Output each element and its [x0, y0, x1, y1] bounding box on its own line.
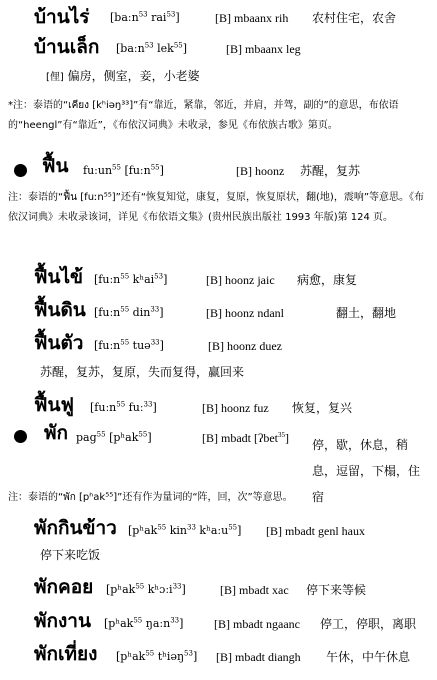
chinese-gloss: 停下来等候: [306, 583, 367, 597]
note-paragraph: *注：泰语的“เคียง [kʰiəŋ³³]”有“靠近，紧靠，邻近，并肩，并驾，副的”的意思，布依语的“heengl”有“靠近”，《布依汉词典》未收录，参见《布依族古歌》第页。: [8, 100, 399, 131]
thai-word: บ้านเล็ก: [34, 36, 100, 58]
thai-subentry: พักงาน: [34, 610, 91, 632]
thai-subentry: พักกินข้าว: [34, 517, 117, 539]
note-paragraph: 注：泰语的“พัก [pʰak⁵⁵]”还有作为量词的“阵，回，次”等意思。: [8, 492, 293, 503]
thai-subentry: ฟื้นฟู: [34, 394, 74, 416]
bouyei-form: [B] hoonz fuz: [202, 401, 269, 415]
note-paragraph: 注：泰语的“ฟื้น [fuːn⁵⁵]”还有“恢复知觉，康复，复原，恢复原状，翻(地)，震响”等意思。《布依汉词典》未收录该词，详见《布依语文集》(贵州民族出版社 1993 年版)第 124 页。: [8, 192, 425, 223]
ipa-transcription: [fuːn$^{55}$ fuː$^{33}$]: [90, 400, 157, 414]
ipa-transcription: [pʰak$^{55}$ kin$^{33}$ kʰaːu$^{55}$]: [128, 523, 242, 537]
chinese-gloss: 农村住宅，农舍: [312, 11, 397, 25]
thai-subentry: ฟื้นดิน: [34, 299, 86, 321]
entry-thai-ban-rai: [34, 8, 89, 27]
ipa-transcription: [fuːn$^{55}$ kʰai$^{53}$]: [94, 272, 168, 286]
slang-tag: [俚]: [46, 72, 64, 83]
thai-headword: พัก: [44, 422, 69, 444]
thai-subentry: พักเที่ยง: [34, 643, 98, 665]
entry-bullet: [14, 164, 27, 177]
ipa-transcription: [baːn$^{53}$ lek$^{55}$]: [116, 41, 188, 55]
chinese-gloss: 停下来吃饭: [40, 548, 101, 562]
ipa-transcription: [pʰak$^{55}$ ŋaːn$^{33}$]: [104, 616, 184, 630]
chinese-gloss: 苏醒，复苏，复原，失而复得，赢回来: [40, 365, 245, 379]
thai-subentry: ฟื้นตัว: [34, 332, 84, 354]
ipa-transcription: [pʰak$^{55}$ kʰɔːi$^{33}$]: [106, 582, 186, 596]
entry-bullet: [14, 430, 27, 443]
ipa-transcription: [fuːn$^{55}$ din$^{33}$]: [94, 305, 164, 319]
chinese-gloss: 恢复，复兴: [292, 401, 353, 415]
entry-thai-ban-lek: [34, 38, 99, 57]
chinese-gloss: 停工，停职，离职: [320, 617, 417, 631]
ipa-transcription: [pʰak$^{55}$ tʰiəŋ$^{53}$]: [116, 649, 198, 663]
bouyei-form: [B] hoonz ndanl: [206, 306, 284, 320]
thai-headword: ฟื้น: [42, 155, 69, 177]
bouyei-form: [B] hoonz: [236, 164, 285, 178]
thai-subentry: พักคอย: [34, 576, 94, 598]
chinese-gloss: 偏房，侧室，妾，小老婆: [67, 69, 200, 83]
chinese-gloss: 苏醒，复苏: [300, 164, 361, 178]
ipa-transcription: pag$^{55}$ [pʰak$^{55}$]: [76, 430, 152, 444]
bouyei-form: [B] mbadt [ʔbet$^{35}$]: [202, 431, 289, 445]
chinese-gloss: 停，歇，休息，稍息，逗留，下榻，住宿: [312, 438, 421, 504]
bouyei-form: [B] mbaanx rih: [215, 11, 289, 25]
bouyei-form: [B] mbaanx leg: [226, 42, 301, 56]
bouyei-form: [B] hoonz jaic: [206, 273, 275, 287]
slang-gloss-line: [46, 70, 200, 83]
bouyei-form: [B] mbadt genl haux: [266, 524, 365, 538]
bouyei-form: [B] hoonz duez: [208, 339, 282, 353]
thai-subentry: ฟื้นไข้: [34, 266, 83, 288]
chinese-gloss: 翻土，翻地: [336, 306, 397, 320]
chinese-gloss: 午休，中午休息: [326, 650, 411, 664]
thai-word: บ้านไร่: [34, 6, 90, 28]
bouyei-form: [B] mbadt xac: [220, 583, 289, 597]
ipa-transcription: [fuːn$^{55}$ tuə$^{33}$]: [94, 338, 164, 352]
ipa-transcription: fuːun$^{55}$ [fuːn$^{55}$]: [83, 163, 164, 177]
chinese-gloss: 病愈，康复: [297, 273, 358, 287]
ipa-transcription: [baːn$^{53}$ rai$^{53}$]: [110, 10, 180, 24]
bouyei-form: [B] mbadt ngaanc: [214, 617, 300, 631]
bouyei-form: [B] mbadt diangh: [216, 650, 301, 664]
